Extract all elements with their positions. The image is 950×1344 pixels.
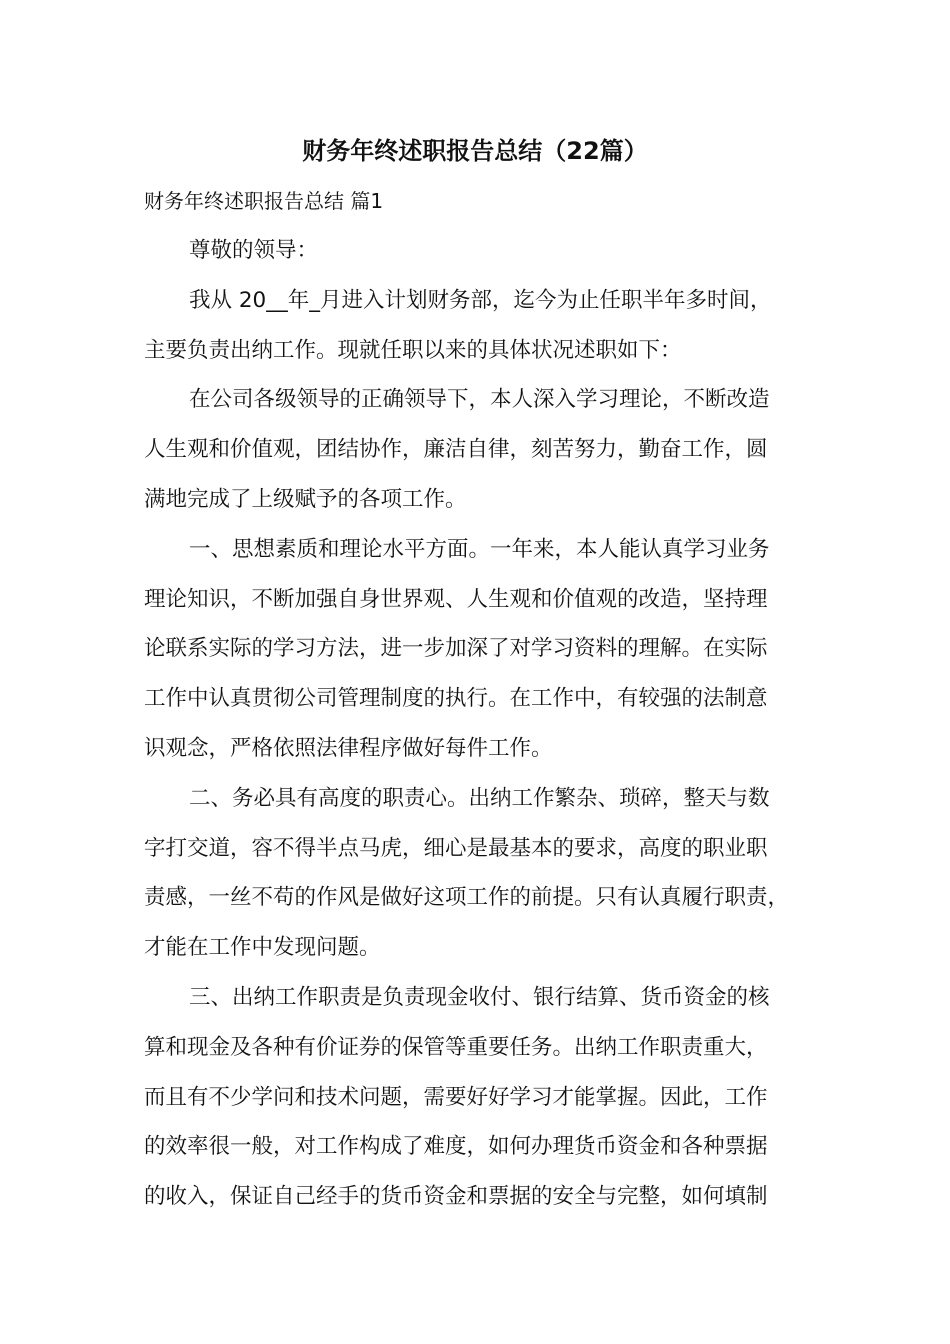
text-line: 三、出纳工作职责是负责现金收付、银行结算、货币资金的核: [189, 984, 770, 1010]
document-title: 财务年终述职报告总结（22篇）: [302, 137, 648, 165]
text-line: 主要负责出纳工作。现就任职以来的具体状况述职如下：: [144, 337, 682, 363]
text-line: 一、思想素质和理论水平方面。一年来，本人能认真学习业务: [189, 536, 770, 562]
text-line: 满地完成了上级赋予的各项工作。: [144, 486, 467, 512]
text-line: 我从 20__年_月进入计划财务部，迄今为止任职半年多时间，: [189, 287, 772, 313]
text-line: 理论知识，不断加强自身世界观、人生观和价值观的改造，坚持理: [144, 586, 768, 612]
text-line: 的收入，保证自己经手的货币资金和票据的安全与完整，如何填制: [144, 1184, 768, 1210]
text-line: 算和现金及各种有价证券的保管等重要任务。出纳工作职责重大，: [144, 1034, 768, 1060]
text-line: 在公司各级领导的正确领导下，本人深入学习理论，不断改造: [189, 387, 770, 413]
text-line: 识观念，严格依照法律程序做好每件工作。: [144, 735, 553, 761]
text-line: 尊敬的领导：: [189, 238, 319, 263]
text-line: 人生观和价值观，团结协作，廉洁自律，刻苦努力，勤奋工作，圆: [144, 437, 768, 463]
text-line: 字打交道，容不得半点马虎，细心是最基本的要求，高度的职业职: [144, 835, 768, 861]
text-line: 二、务必具有高度的职责心。出纳工作繁杂、琐碎，整天与数: [189, 785, 770, 811]
text-line: 责感，一丝不苟的作风是做好这项工作的前提。只有认真履行职责，: [144, 885, 790, 911]
text-line: 工作中认真贯彻公司管理制度的执行。在工作中，有较强的法制意: [144, 686, 768, 712]
text-line: 才能在工作中发现问题。: [144, 935, 381, 961]
document-body: [144, 226, 844, 1222]
text-line: 论联系实际的学习方法，进一步加深了对学习资料的理解。在实际: [144, 636, 768, 662]
text-line: 的效率很一般，对工作构成了难度，如何办理货币资金和各种票据: [144, 1134, 768, 1160]
text-line: 而且有不少学问和技术问题，需要好好学习才能掌握。因此，工作: [144, 1084, 768, 1110]
section-heading: 财务年终述职报告总结 篇1: [144, 189, 384, 213]
